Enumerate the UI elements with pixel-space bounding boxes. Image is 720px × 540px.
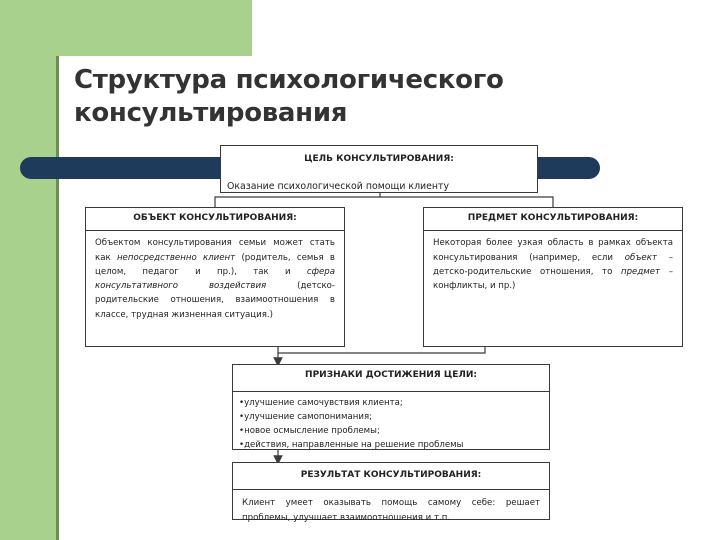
object-box <box>85 207 345 347</box>
result-box <box>232 462 550 523</box>
signs-item: •улучшение самочувствия клиента; <box>239 398 403 409</box>
connector-object-subject-to-signs <box>278 347 485 353</box>
object-text-3: (детско-родительские отношения, взаимоотношения в классе, трудная жизненная ситуация.) <box>95 281 335 320</box>
object-text-italic-1: непосредственно клиент <box>116 252 236 263</box>
subject-title: ПРЕДМЕТ КОНСУЛЬТИРОВАНИЯ: <box>467 213 639 223</box>
subject-text-2: – детско-родительские отношения, то <box>433 252 673 277</box>
result-title: РЕЗУЛЬТАТ КОНСУЛЬТИРОВАНИЯ: <box>300 470 482 480</box>
signs-item-text: новое осмысление проблемы; <box>244 426 380 437</box>
object-text-2: (родитель, семья в целом, педагог и пр.), так и <box>95 252 335 277</box>
signs-item-text: улучшение самочувствия клиента; <box>244 398 403 409</box>
goal-box <box>220 145 538 193</box>
subject-text-italic-2: предмет <box>620 266 661 277</box>
object-text-italic-2: сфера консультативного воздействия <box>95 266 335 292</box>
signs-item: •новое осмысление проблемы; <box>239 426 380 437</box>
object-text <box>86 231 344 322</box>
goal-text: Оказание психологической помощи клиенту <box>227 181 450 192</box>
signs-item-text: действия, направленные на решение проблемы <box>244 440 464 451</box>
signs-item-text: улучшение самопонимания; <box>244 412 373 423</box>
subject-text-3: – конфликты, и пр.) <box>433 266 673 292</box>
subject-box <box>423 207 683 347</box>
signs-box <box>232 364 550 450</box>
slide-title-line2: консультирования <box>74 98 348 128</box>
goal-title: ЦЕЛЬ КОНСУЛЬТИРОВАНИЯ: <box>304 154 454 164</box>
subject-text <box>424 231 682 293</box>
subject-text-1: Некоторая более узкая область в рамках объекта консультирования (например, если <box>433 238 673 263</box>
result-text: Клиент умеет оказывать помощь самому себе: решает проблемы, улучшает взаимоотношения и т.п. <box>242 498 540 523</box>
subject-text-italic-1: объект <box>624 252 657 263</box>
connector-goal-subject <box>380 197 553 207</box>
signs-title: ПРИЗНАКИ ДОСТИЖЕНИЯ ЦЕЛИ: <box>305 370 477 380</box>
connector-goal-object <box>215 193 380 207</box>
signs-item: •улучшение самопонимания; <box>239 412 373 423</box>
signs-item: •действия, направленные на решение проблемы <box>239 440 464 451</box>
object-text-1: Объектом консультирования семьи может стать как <box>95 238 335 263</box>
object-title: ОБЪЕКТ КОНСУЛЬТИРОВАНИЯ: <box>133 213 297 223</box>
signs-list <box>233 392 549 452</box>
slide-title-line1: Структура психологического <box>74 65 504 95</box>
